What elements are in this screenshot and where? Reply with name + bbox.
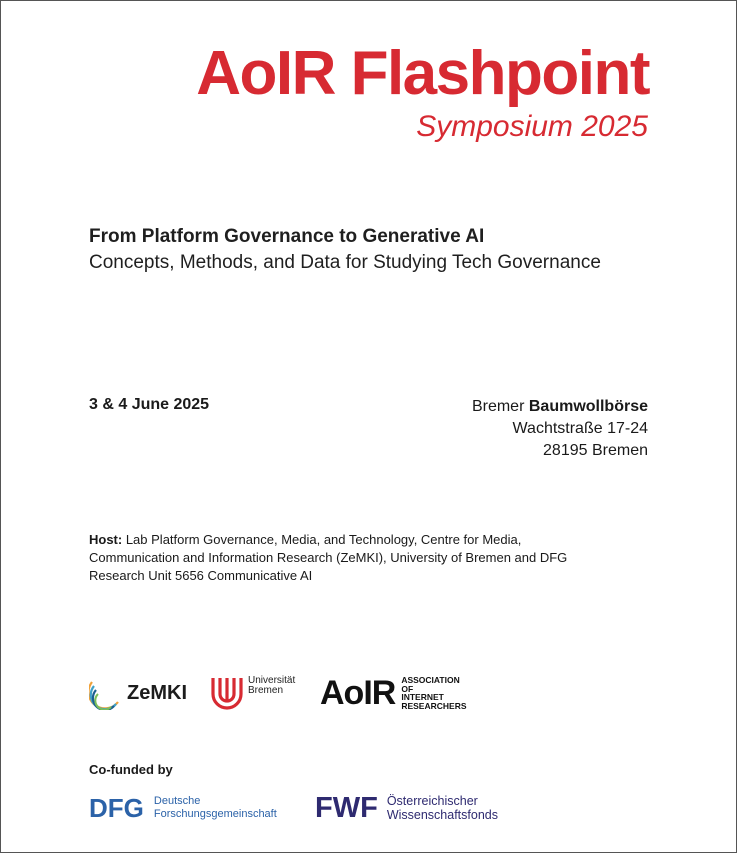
venue-city: 28195 Bremen — [543, 442, 648, 459]
uni-bremen-line1: Universität — [248, 675, 296, 686]
dfg-mark: DFG — [89, 793, 144, 823]
dfg-text — [154, 795, 277, 821]
venue-name: Baumwollbörse — [528, 398, 648, 415]
aoir-text — [401, 676, 466, 710]
host-info — [89, 531, 599, 585]
aoir-line2: OF — [401, 683, 414, 694]
fwf-mark: FWF — [315, 792, 378, 824]
venue-line — [472, 396, 648, 418]
fwf-line2: Wissenschaftsfonds — [386, 808, 498, 822]
dfg-line1: Deutsche — [153, 795, 201, 807]
venue-street: Wachtstraße 17-24 — [512, 420, 648, 437]
dfg-logo — [89, 795, 277, 821]
uni-bremen-logo — [210, 676, 295, 710]
aoir-line4: RESEARCHERS — [401, 700, 467, 711]
fwf-logo — [315, 794, 498, 822]
host-text: Lab Platform Governance, Media, and Technology, Centre for Media, Communication and Information Research (ZeMKI), University of Bremen and DFG Research Unit 5656 Communicative AI — [89, 532, 568, 583]
theme-subheadline: Concepts, Methods, and Data for Studying Tech Governance — [89, 252, 601, 273]
venue-prefix: Bremer — [471, 398, 529, 415]
event-subtitle: Symposium 2025 — [416, 110, 648, 143]
fwf-text — [387, 794, 498, 822]
dfg-line2: Forschungsgemeinschaft — [153, 808, 277, 820]
cofunded-label: Co-funded by — [89, 762, 173, 777]
aoir-mark: AoIR — [320, 674, 396, 712]
aoir-line1: ASSOCIATION — [401, 675, 460, 685]
aoir-line3: INTERNET — [401, 692, 444, 702]
zemki-wordmark: ZeMKI — [127, 681, 187, 704]
uni-bremen-line2: Bremen — [248, 685, 284, 696]
theme-headline: From Platform Governance to Generative AI — [89, 226, 485, 247]
host-label: Host: — [89, 532, 123, 547]
zemki-logo — [89, 676, 187, 710]
uni-bremen-text — [248, 676, 295, 696]
zemki-arc-icon — [89, 676, 123, 710]
event-date: 3 & 4 June 2025 — [89, 396, 210, 413]
fwf-line1: Österreichischer — [386, 794, 478, 808]
event-title: AoIR Flashpoint — [196, 39, 649, 108]
venue-block — [472, 396, 648, 462]
uni-bremen-u-icon — [210, 676, 244, 710]
aoir-logo — [320, 676, 467, 710]
